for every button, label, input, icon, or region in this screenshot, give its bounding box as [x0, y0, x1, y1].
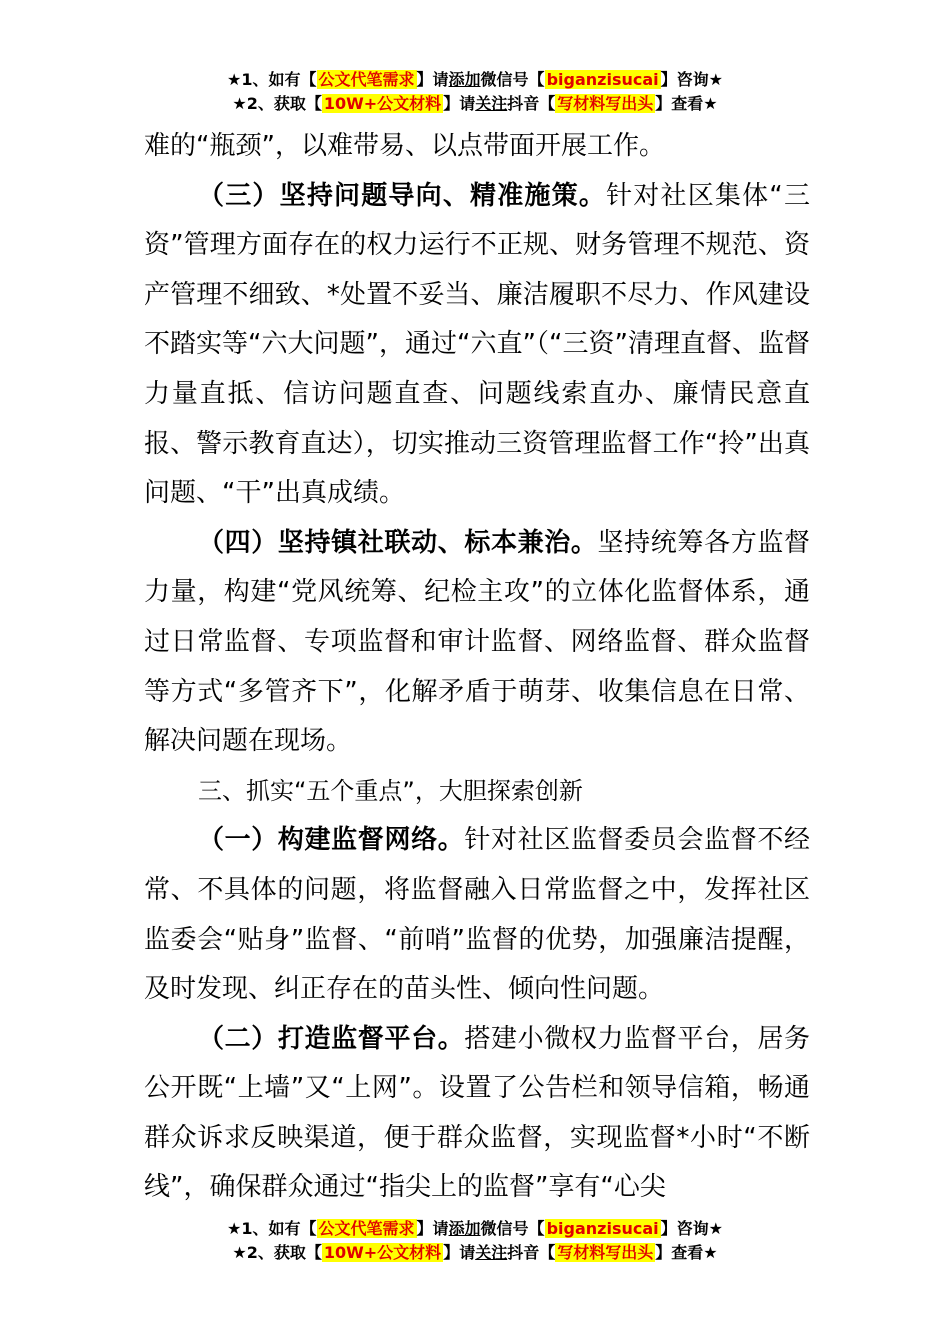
promo-underline: 关注	[475, 1243, 508, 1262]
item-heading: （一）构建监督网络。	[198, 825, 465, 856]
promo-douyin-id: 写材料写出头	[557, 1243, 654, 1262]
point-heading: （四）坚持镇社联动、标本兼治。	[198, 527, 598, 558]
promo-text: ★1、如有【	[227, 1219, 317, 1238]
item-heading: （二）打造监督平台。	[198, 1023, 465, 1054]
promo-underline: 关注	[475, 94, 508, 113]
promo-underline: 添加	[448, 1219, 481, 1238]
promo-banner-top	[0, 68, 950, 116]
section-title-3: 三、抓实“五个重点”，大胆探索创新	[198, 776, 583, 805]
point-heading: （三）坚持问题导向、精准施策。	[198, 180, 607, 211]
paragraph-point-3	[144, 172, 810, 519]
promo-text: ★2、获取【	[232, 1243, 322, 1262]
promo-text: 微信号【	[480, 70, 545, 89]
promo-text: 】请	[416, 1219, 449, 1238]
promo-douyin-id: 写材料写出头	[557, 94, 654, 113]
promo-highlight: 10W+公文材料	[323, 94, 442, 113]
item-body: 搭建小微权力监督平台，居务公开既“上墙”又“上网”。设置了公告栏和领导信箱，畅通群众诉求反映渠道，便于群众监督，实现监督*小时“不断线”，确保群众通过“指尖上的监督”享有“心尖	[144, 1023, 810, 1203]
promo-text: 】请	[443, 94, 476, 113]
paragraph-continued: 难的“瓶颈”，以难带易、以点带面开展工作。	[144, 131, 665, 161]
promo-wechat-id: biganzisucai	[546, 1219, 659, 1238]
promo-text: ★1、如有【	[227, 70, 317, 89]
point-body: 针对社区集体“三资”管理方面存在的权力运行不正规、财务管理不规范、资产管理不细致、*处置不妥当、廉洁履职不尽力、作风建设不踏实等“六大问题”，通过“六直”（“三资”清理直督、监督力量直抵、信访问题直查、问题线索直办、廉情民意直报、警示教育直达），切实推动三资管理监督工作“拎”出真问题、“干”出真成绩。	[144, 180, 810, 509]
promo-text: 】请	[416, 70, 449, 89]
promo-text: 】咨询★	[660, 1219, 723, 1238]
promo-line-2	[0, 1241, 950, 1265]
promo-text: 抖音【	[507, 94, 556, 113]
document-body	[144, 122, 810, 1213]
promo-line-1	[0, 68, 950, 92]
promo-underline: 添加	[448, 70, 481, 89]
promo-banner-bottom	[0, 1217, 950, 1265]
paragraph-point-4	[144, 519, 810, 767]
promo-wechat-id: biganzisucai	[546, 70, 659, 89]
promo-highlight: 10W+公文材料	[323, 1243, 442, 1262]
promo-line-1	[0, 1217, 950, 1241]
promo-text: ★2、获取【	[232, 94, 322, 113]
item-body: 针对社区监督委员会监督不经常、不具体的问题，将监督融入日常监督之中，发挥社区监委会“贴身”监督、“前哨”监督的优势，加强廉洁提醒，及时发现、纠正存在的苗头性、倾向性问题。	[144, 825, 810, 1005]
paragraph-item-2	[144, 1015, 810, 1213]
promo-line-2	[0, 92, 950, 116]
promo-text: 】查看★	[655, 94, 718, 113]
promo-highlight: 公文代笔需求	[318, 70, 415, 89]
promo-text: 】咨询★	[660, 70, 723, 89]
promo-text: 抖音【	[507, 1243, 556, 1262]
promo-text: 微信号【	[480, 1219, 545, 1238]
promo-text: 】请	[443, 1243, 476, 1262]
point-body: 坚持统筹各方监督力量，构建“党风统筹、纪检主攻”的立体化监督体系，通过日常监督、专项监督和审计监督、网络监督、群众监督等方式“多管齐下”，化解矛盾于萌芽、收集信息在日常、解决问题在现场。	[144, 527, 810, 757]
promo-highlight: 公文代笔需求	[318, 1219, 415, 1238]
promo-text: 】查看★	[655, 1243, 718, 1262]
paragraph-item-1	[144, 816, 810, 1014]
